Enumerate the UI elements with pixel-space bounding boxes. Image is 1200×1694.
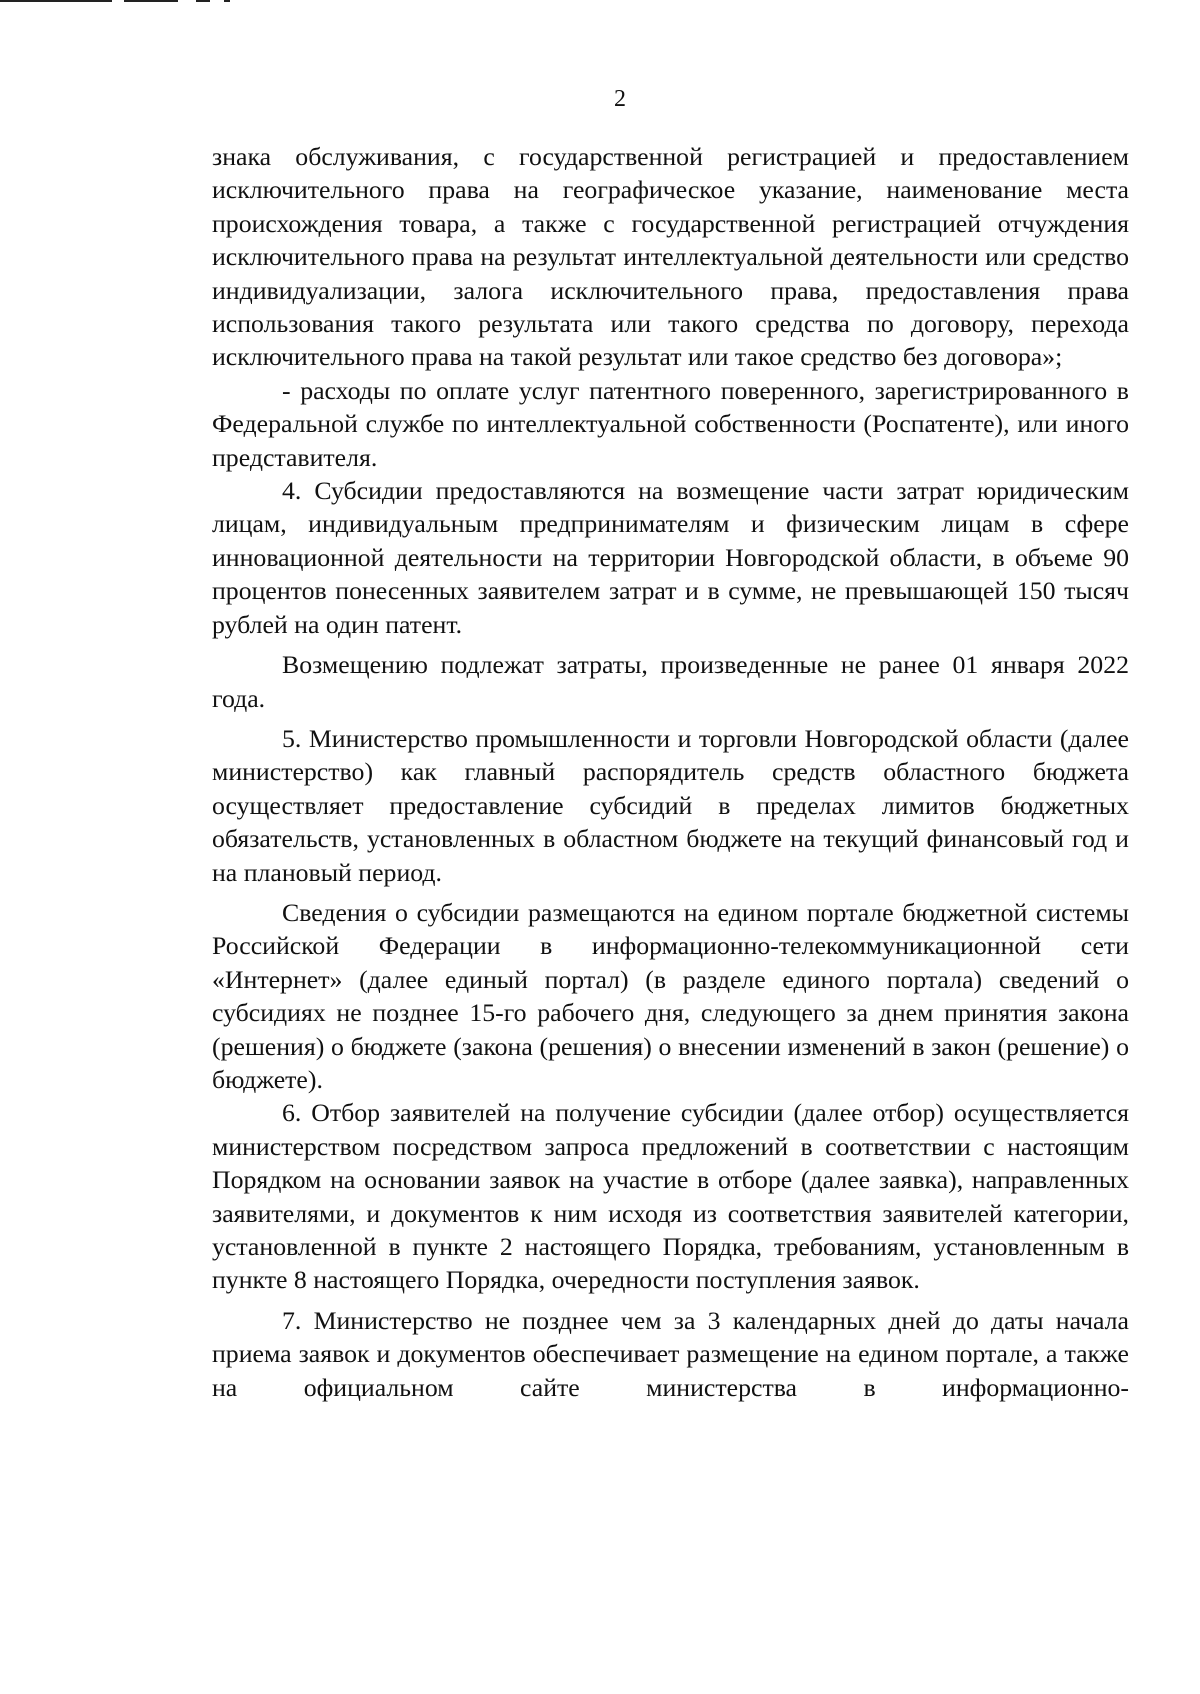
paragraph-item-5: 5. Министерство промышленности и торговли Новгородской области (далее министерство) как главный распорядитель средств областного бюджета осуществляет предоставление субсидий в пределах лимитов бюджетных обязательств, установленных в областном бюджете на текущий финансовый год и на плановый период. bbox=[212, 723, 1129, 887]
document-body bbox=[212, 140, 1129, 1404]
scan-artifact bbox=[196, 0, 210, 2]
scan-artifact bbox=[0, 0, 112, 2]
paragraph-reimbursement: Возмещению подлежат затраты, произведенные не ранее 01 января 2022 года. bbox=[212, 650, 1129, 713]
paragraph-expenses-item: - расходы по оплате услуг патентного поверенного, зарегистрированного в Федеральной службе по интеллектуальной собственности (Роспатенте), или иного представителя. bbox=[212, 375, 1129, 472]
paragraph-item-4: 4. Субсидии предоставляются на возмещение части затрат юридическим лицам, индивидуальным предпринимателям и физическим лицам в сфере инновационной деятельности на территории Новгородской области, в объеме 90 процентов понесенных заявителем затрат и в сумме, не превышающей 150 тысяч рублей на один патент. bbox=[212, 476, 1129, 639]
scan-artifact bbox=[124, 0, 178, 2]
paragraph-item-6: 6. Отбор заявителей на получение субсидии (далее отбор) осуществляется министерством посредством запроса предложений в соответствии с настоящим Порядком на основании заявок на участие в отборе (далее заявка), направленных заявителями, и документов к ним исходя из соответствия заявителей категории, установленной в пункте 2 настоящего Порядка, требованиям, установленным в пункте 8 настоящего Порядка, очередности поступления заявок. bbox=[212, 1098, 1129, 1295]
scan-artifact bbox=[224, 0, 230, 2]
paragraph-subsidy-info: Сведения о субсидии размещаются на едином портале бюджетной системы Российской Федерации в информационно-телекоммуникационной сети «Интернет» (далее единый портал) (в разделе единого портала) сведений о субсидиях не позднее 15-го рабочего дня, следующего за днем принятия закона (решения) о бюджете (закона (решения) о внесении изменений в закон (решение) о бюджете). bbox=[212, 897, 1129, 1094]
paragraph-continued: знака обслуживания, с государственной регистрацией и предоставлением исключительного права на географическое указание, наименование места происхождения товара, а также с государственной регистрацией отчуждения исключительного права на результат интеллектуальной деятельности или средство индивидуализации, залога исключительного права, предоставления права использования такого результата или такого средства по договору, перехода исключительного права на такой результат или такое средство без договора»; bbox=[212, 142, 1129, 372]
paragraph-item-7: 7. Министерство не позднее чем за 3 календарных дней до даты начала приема заявок и документов обеспечивает размещение на едином портале, а также на официальном сайте министерства в информационно- bbox=[212, 1305, 1129, 1402]
page-number: 2 bbox=[614, 86, 626, 112]
